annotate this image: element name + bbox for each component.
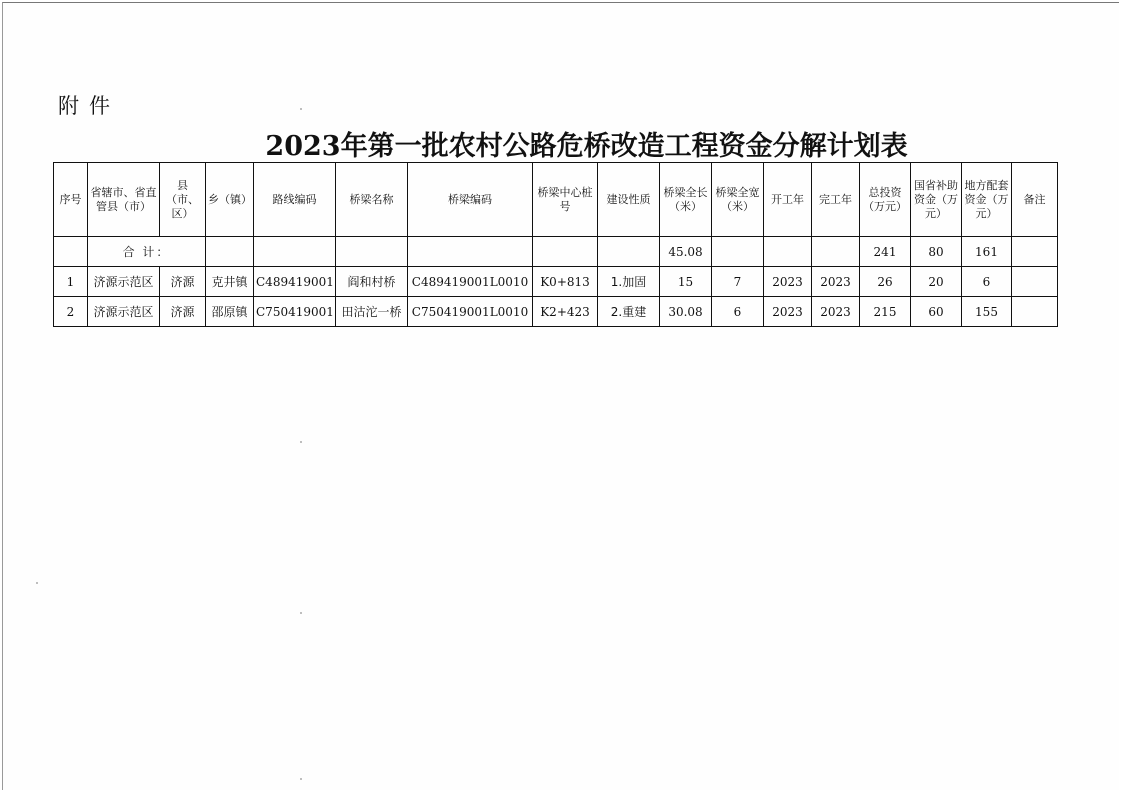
cell-investment: 26	[860, 267, 911, 297]
total-cell-empty	[598, 237, 660, 267]
cell-city: 济源示范区	[88, 267, 160, 297]
header-cell-no: 序号	[54, 163, 88, 237]
cell-station: K0+813	[533, 267, 598, 297]
scan-speck	[300, 778, 302, 780]
total-cell-empty	[206, 237, 254, 267]
cell-start-year: 2023	[764, 297, 812, 327]
header-cell-length: 桥梁全长（米）	[660, 163, 712, 237]
cell-investment: 215	[860, 297, 911, 327]
total-row	[54, 237, 1058, 267]
cell-subsidy: 60	[911, 297, 962, 327]
cell-bridge-name: 阎和村桥	[336, 267, 408, 297]
cell-local-fund: 6	[962, 267, 1012, 297]
cell-route-code: C750419001	[254, 297, 336, 327]
cell-bridge-code: C750419001L0010	[408, 297, 533, 327]
header-cell-nature: 建设性质	[598, 163, 660, 237]
header-row	[54, 163, 1058, 237]
cell-end-year: 2023	[812, 267, 860, 297]
header-cell-station: 桥梁中心桩号	[533, 163, 598, 237]
total-investment: 241	[860, 237, 911, 267]
cell-county: 济源	[160, 297, 206, 327]
cell-nature: 2.重建	[598, 297, 660, 327]
total-cell-empty	[54, 237, 88, 267]
cell-remark	[1012, 297, 1058, 327]
total-cell-empty	[408, 237, 533, 267]
total-label: 合 计：	[88, 237, 206, 267]
header-cell-bridge-code: 桥梁编码	[408, 163, 533, 237]
header-cell-county: 县（市、区）	[160, 163, 206, 237]
total-subsidy: 80	[911, 237, 962, 267]
table-row	[54, 267, 1058, 297]
cell-town: 邵原镇	[206, 297, 254, 327]
total-length: 45.08	[660, 237, 712, 267]
total-local-fund: 161	[962, 237, 1012, 267]
document-title: 2023年第一批农村公路危桥改造工程资金分解计划表	[265, 131, 908, 162]
header-cell-town: 乡（镇）	[206, 163, 254, 237]
total-cell-empty	[764, 237, 812, 267]
cell-remark	[1012, 267, 1058, 297]
header-cell-local-fund: 地方配套资金（万元）	[962, 163, 1012, 237]
table-row	[54, 297, 1058, 327]
scan-speck	[300, 441, 302, 443]
header-cell-route-code: 路线编码	[254, 163, 336, 237]
total-cell-empty	[254, 237, 336, 267]
header-cell-city: 省辖市、省直管县（市）	[88, 163, 160, 237]
cell-width: 7	[712, 267, 764, 297]
header-cell-end-year: 完工年	[812, 163, 860, 237]
cell-no: 2	[54, 297, 88, 327]
header-cell-subsidy: 国省补助资金（万元）	[911, 163, 962, 237]
cell-county: 济源	[160, 267, 206, 297]
scan-speck	[300, 108, 302, 110]
cell-bridge-code: C489419001L0010	[408, 267, 533, 297]
cell-bridge-name: 田沽沱一桥	[336, 297, 408, 327]
cell-local-fund: 155	[962, 297, 1012, 327]
attachment-label: 附件	[58, 94, 120, 118]
cell-city: 济源示范区	[88, 297, 160, 327]
cell-width: 6	[712, 297, 764, 327]
total-cell-empty	[1012, 237, 1058, 267]
header-cell-bridge-name: 桥梁名称	[336, 163, 408, 237]
header-cell-width: 桥梁全宽（米）	[712, 163, 764, 237]
total-cell-empty	[336, 237, 408, 267]
cell-no: 1	[54, 267, 88, 297]
cell-station: K2+423	[533, 297, 598, 327]
header-cell-remark: 备注	[1012, 163, 1058, 237]
cell-nature: 1.加固	[598, 267, 660, 297]
scan-speck	[300, 612, 302, 614]
total-cell-empty	[712, 237, 764, 267]
cell-route-code: C489419001	[254, 267, 336, 297]
total-cell-empty	[533, 237, 598, 267]
cell-length: 30.08	[660, 297, 712, 327]
fund-plan-table	[53, 162, 1058, 327]
cell-end-year: 2023	[812, 297, 860, 327]
cell-town: 克井镇	[206, 267, 254, 297]
page-frame	[2, 2, 1119, 790]
header-cell-investment: 总投资（万元）	[860, 163, 911, 237]
cell-start-year: 2023	[764, 267, 812, 297]
total-cell-empty	[812, 237, 860, 267]
scan-speck	[36, 582, 38, 584]
cell-subsidy: 20	[911, 267, 962, 297]
header-cell-start-year: 开工年	[764, 163, 812, 237]
cell-length: 15	[660, 267, 712, 297]
